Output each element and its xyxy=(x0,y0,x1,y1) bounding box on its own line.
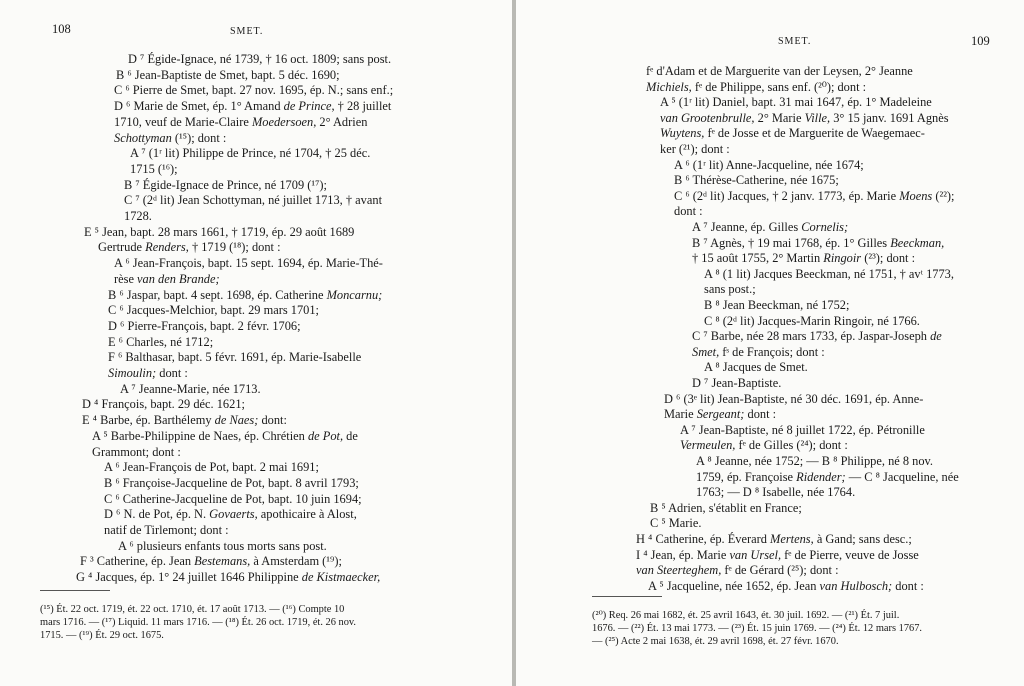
text-line: sans post.; xyxy=(704,282,756,297)
footnote-line: 1676. — (²²) Ét. 13 mai 1773. — (²³) Ét. 15 juin 1769. — (²⁴) Ét. 12 mars 1767. xyxy=(592,623,923,634)
text-line: 1715 (¹⁶); xyxy=(130,161,178,176)
footnote-line: mars 1716. — (¹⁷) Liquid. 11 mars 1716. — (¹⁸) Ét. 26 oct. 1719, ét. 26 nov. xyxy=(40,617,357,628)
text-line: A ⁷ Jean-Baptiste, né 8 juillet 1722, ép. Pétronille xyxy=(680,422,925,437)
text-line: C ⁶ Catherine-Jacqueline de Pot, bapt. 10 juin 1694; xyxy=(104,491,362,506)
text-line: Vermeulen, fᵉ de Gilles (²⁴); dont : xyxy=(680,438,848,453)
text-line: Michiels, fᵉ de Philippe, sans enf. (²⁰); dont : xyxy=(646,79,867,94)
footnote-divider xyxy=(40,590,110,591)
text-line: ker (²¹); dont : xyxy=(660,142,730,156)
text-line: A ⁵ Barbe-Philippine de Naes, ép. Chrétien de Pot, de xyxy=(92,428,358,443)
text-line: D ⁶ Pierre-François, bapt. 2 févr. 1706; xyxy=(108,318,301,333)
text-line: D ⁶ N. de Pot, ép. N. Govaerts, apothicaire à Alost, xyxy=(104,507,357,522)
text-line: B ⁸ Jean Beeckman, né 1752; xyxy=(704,298,850,312)
text-line: van Grootenbrulle, 2° Marie Ville, 3° 15 janv. 1691 Agnès xyxy=(660,110,949,125)
text-line: rèse van den Brande; xyxy=(114,271,220,286)
page-number: 108 xyxy=(52,22,71,36)
text-line: van Steerteghem, fᵉ de Gérard (²⁵); dont : xyxy=(636,563,839,578)
footnote-line: — (²⁵) Acte 2 mai 1638, ét. 29 avril 1698, ét. 27 févr. 1670. xyxy=(592,636,839,647)
running-head: SMET. xyxy=(230,26,264,37)
text-line: Grammont; dont : xyxy=(92,444,181,459)
text-line: A ⁶ Jean-François de Pot, bapt. 2 mai 1691; xyxy=(104,460,319,475)
text-line: C ⁸ (2ᵈ lit) Jacques-Marin Ringoir, né 1766. xyxy=(704,313,920,328)
text-line: E ⁵ Jean, bapt. 28 mars 1661, † 1719, ép. 29 août 1689 xyxy=(84,224,355,239)
text-line: C ⁶ (2ᵈ lit) Jacques, † 2 janv. 1773, ép. Marie Moens (²²); xyxy=(674,188,955,203)
text-line: C ⁶ Jacques-Melchior, bapt. 29 mars 1701; xyxy=(108,303,319,318)
running-head: SMET. xyxy=(778,36,812,47)
page-number: 109 xyxy=(971,34,990,48)
text-line: C ⁷ (2ᵈ lit) Jean Schottyman, né juillet 1713, † avant xyxy=(124,193,383,208)
text-line: D ⁴ François, bapt. 29 déc. 1621; xyxy=(82,397,245,412)
text-line: A ⁸ Jeanne, née 1752; — B ⁸ Philippe, né 8 nov. xyxy=(696,454,934,468)
text-line: A ⁶ plusieurs enfants tous morts sans post. xyxy=(118,538,327,553)
text-line: B ⁷ Égide-Ignace de Prince, né 1709 (¹⁷); xyxy=(124,177,327,192)
text-line: B ⁵ Adrien, s'établit en France; xyxy=(650,500,802,515)
text-line: Simoulin; dont : xyxy=(108,366,188,380)
text-line: B ⁷ Agnès, † 19 mai 1768, ép. 1° Gilles Beeckman, xyxy=(692,235,945,250)
text-line: C ⁷ Barbe, née 28 mars 1733, ép. Jaspar-Joseph de xyxy=(692,329,942,344)
text-line: E ⁶ Charles, né 1712; xyxy=(108,334,214,349)
footnote-divider xyxy=(592,596,662,597)
text-line: C ⁶ Pierre de Smet, bapt. 27 nov. 1695, ép. N.; sans enf.; xyxy=(114,83,394,98)
text-line: A ⁵ (1ʳ lit) Daniel, bapt. 31 mai 1647, ép. 1° Madeleine xyxy=(660,95,932,110)
text-line: G ⁴ Jacques, ép. 1° 24 juillet 1646 Philippine de Kistmaecker, xyxy=(76,570,381,585)
text-line: Schottyman (¹⁵); dont : xyxy=(114,130,227,145)
text-line: A ⁸ (1 lit) Jacques Beeckman, né 1751, † avᵗ 1773, xyxy=(704,266,954,281)
text-line: A ⁶ Jean-François, bapt. 15 sept. 1694, ép. Marie-Thé- xyxy=(114,256,383,271)
text-line: 1763; — D ⁸ Isabelle, née 1764. xyxy=(696,485,856,500)
footnote-line: 1715. — (¹⁹) Ét. 29 oct. 1675. xyxy=(40,630,164,641)
text-line: natif de Tirlemont; dont : xyxy=(104,523,229,537)
text-line: I ⁴ Jean, ép. Marie van Ursel, fᵉ de Pierre, veuve de Josse xyxy=(636,547,919,562)
text-line: D ⁷ Jean-Baptiste. xyxy=(692,376,782,390)
text-line: fᵉ d'Adam et de Marguerite van der Leysen, 2° Jeanne xyxy=(646,64,913,78)
text-line: F ³ Catherine, ép. Jean Bestemans, à Amsterdam (¹⁹); xyxy=(80,554,342,569)
text-line: F ⁶ Balthasar, bapt. 5 févr. 1691, ép. Marie-Isabelle xyxy=(108,350,362,365)
text-line: Gertrude Renders, † 1719 (¹⁸); dont : xyxy=(98,240,281,255)
text-line: D ⁶ (3ᵉ lit) Jean-Baptiste, né 30 déc. 1691, ép. Anne- xyxy=(664,391,924,406)
text-line: dont : xyxy=(674,204,703,219)
text-line: Marie Sergeant; dont : xyxy=(664,407,777,422)
text-line: E ⁴ Barbe, ép. Barthélemy de Naes; dont: xyxy=(82,413,287,428)
text-line: B ⁶ Thérèse-Catherine, née 1675; xyxy=(674,173,839,188)
text-line: A ⁷ Jeanne, ép. Gilles Cornelis; xyxy=(692,220,849,234)
text-line: † 15 août 1755, 2° Martin Ringoir (²³); dont : xyxy=(692,251,916,266)
right-page xyxy=(516,0,1024,686)
text-line: A ⁷ (1ʳ lit) Philippe de Prince, né 1704, † 25 déc. xyxy=(130,146,371,161)
text-line: C ⁵ Marie. xyxy=(650,516,702,531)
text-line: B ⁶ Jaspar, bapt. 4 sept. 1698, ép. Catherine Moncarnu; xyxy=(108,287,383,302)
text-line: 1710, veuf de Marie-Claire Moedersoen, 2° Adrien xyxy=(114,114,368,129)
text-line: D ⁶ Marie de Smet, ép. 1° Amand de Prince, † 28 juillet xyxy=(114,99,392,114)
text-line: Smet, fˢ de François; dont : xyxy=(692,344,825,359)
text-line: Wuytens, fᵉ de Josse et de Marguerite de Waegemaec- xyxy=(660,126,925,141)
text-line: 1759, ép. Françoise Ridender; — C ⁸ Jacqueline, née xyxy=(696,469,959,484)
text-line: B ⁶ Françoise-Jacqueline de Pot, bapt. 8 avril 1793; xyxy=(104,475,359,490)
text-line: A ⁸ Jacques de Smet. xyxy=(704,360,808,375)
text-line: A ⁵ Jacqueline, née 1652, ép. Jean van Hulbosch; dont : xyxy=(648,578,924,593)
text-line: H ⁴ Catherine, ép. Éverard Mertens, à Gand; sans desc.; xyxy=(636,532,912,546)
text-line: 1728. xyxy=(124,209,152,223)
text-line: B ⁶ Jean-Baptiste de Smet, bapt. 5 déc. 1690; xyxy=(116,67,340,82)
text-line: A ⁷ Jeanne-Marie, née 1713. xyxy=(120,381,261,396)
footnote-line: (²⁰) Req. 26 mai 1682, ét. 25 avril 1643, ét. 30 juil. 1692. — (²¹) Ét. 7 juil. xyxy=(592,610,900,621)
text-line: A ⁶ (1ʳ lit) Anne-Jacqueline, née 1674; xyxy=(674,157,864,172)
text-line: D ⁷ Égide-Ignace, né 1739, † 16 oct. 1809; sans post. xyxy=(128,52,392,66)
footnote-line: (¹⁵) Ét. 22 oct. 1719, ét. 22 oct. 1710, ét. 17 août 1713. — (¹⁶) Compte 10 xyxy=(40,604,345,615)
